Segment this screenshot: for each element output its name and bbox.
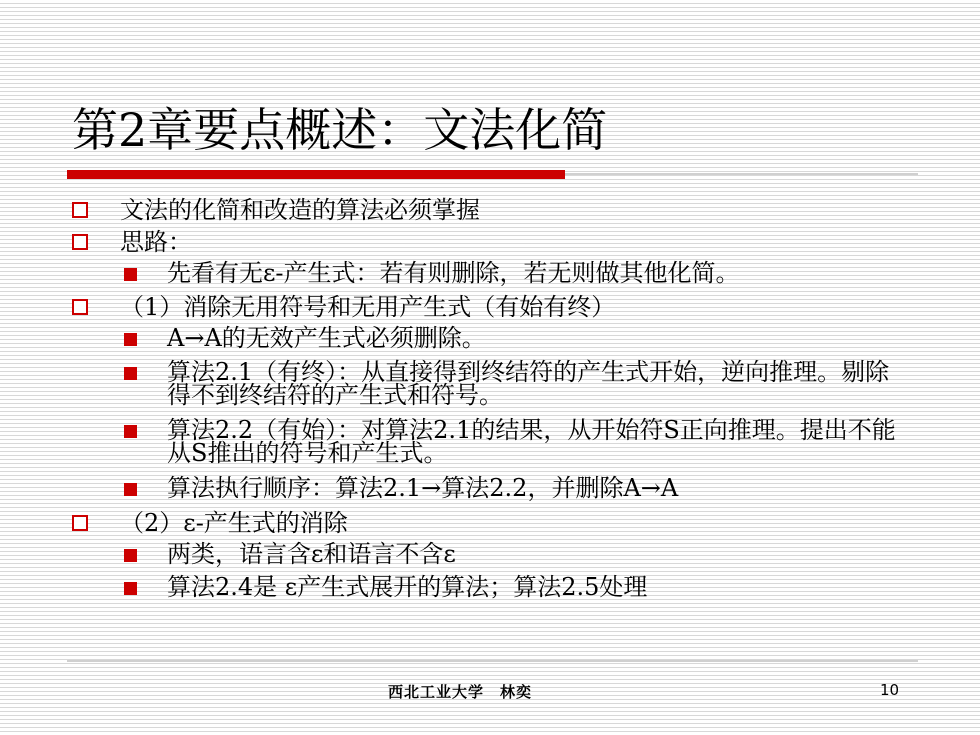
hollow-square-bullet-icon	[72, 202, 88, 218]
filled-square-bullet-icon	[124, 582, 137, 595]
hollow-square-bullet-icon	[72, 299, 88, 315]
bullet-list: 文法的化简和改造的算法必须掌握 思路： 先看有无ε-产生式：若有则删除，若无则做其他化简。 （1）消除无用符号和无用产生式（有始有终） A→A的无效产生式必须删除。 算法2.1（有终）：从直接得到终结符的产生式开始，逆向推理。剔除得不到终结符的产生式和符号。 算法2.2（有始）：对算法2.1的结果，从开始符S正向推理。提出不能从S推出的符号和产生式。 算法执行顺序：算法2.1→算法2.2，并删除A→A （2）ε-产生式的消除 两类，语言含ε和语言不含ε 算法2.4是 ε产生式展开的算法；算法2.5处理	[0, 0, 980, 735]
filled-square-bullet-icon	[124, 425, 137, 438]
footer-divider-line	[67, 660, 918, 662]
filled-square-bullet-icon	[124, 268, 137, 281]
footer-author: 西北工业大学 林奕	[388, 683, 533, 701]
filled-square-bullet-icon	[124, 483, 137, 496]
slide-title: 第2章要点概述：文法化简	[72, 103, 608, 157]
hollow-square-bullet-icon	[72, 515, 88, 531]
filled-square-bullet-icon	[124, 367, 137, 380]
filled-square-bullet-icon	[124, 333, 137, 346]
filled-square-bullet-icon	[124, 549, 137, 562]
page-number: 10	[880, 681, 900, 699]
hollow-square-bullet-icon	[72, 234, 88, 250]
